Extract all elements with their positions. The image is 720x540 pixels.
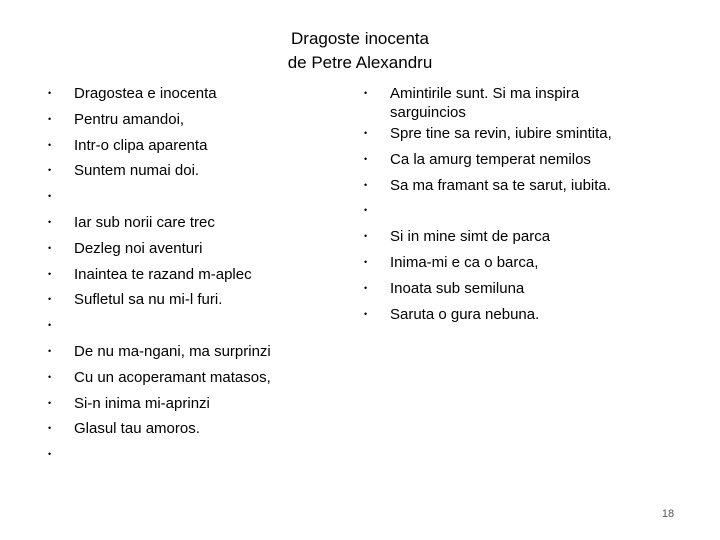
bullet-glyph: • — [364, 128, 368, 138]
list-item-text: Cu un acoperamant matasos, — [74, 368, 271, 386]
list-item — [48, 287, 348, 313]
list-item-text: Saruta o gura nebuna. — [390, 305, 540, 323]
list-item-text: Iar sub norii care trec — [74, 213, 215, 231]
list-item-text: Dezleg noi aventuri — [74, 239, 203, 257]
bullet-glyph: • — [364, 153, 368, 164]
bullet-glyph: • — [48, 139, 52, 150]
list-item — [48, 236, 348, 262]
list-item-text: Si-n inima mi-aprinzi — [74, 394, 210, 412]
bullet-glyph: • — [364, 179, 368, 190]
bullet-glyph: • — [48, 294, 52, 305]
page-number: 18 — [661, 508, 675, 520]
bullet-glyph: • — [48, 345, 52, 356]
list-item — [48, 442, 348, 468]
list-item-text: Ca la amurg temperat nemilos — [390, 150, 591, 168]
right-bullet-list — [364, 81, 664, 327]
list-item-text: Spre tine sa revin, iubire smintita, — [390, 125, 612, 142]
list-item — [48, 107, 348, 133]
list-item — [364, 173, 664, 199]
list-item-text: Pentru amandoi, — [74, 110, 185, 128]
list-item — [364, 121, 664, 147]
list-item-text: Glasul tau amoros. — [74, 420, 200, 438]
bullet-glyph: • — [48, 216, 52, 227]
list-item — [48, 158, 348, 184]
bullet-glyph: • — [48, 88, 52, 98]
list-item — [364, 276, 664, 302]
bullet-glyph: • — [364, 308, 368, 319]
slide-title — [0, 27, 720, 75]
bullet-glyph: • — [48, 113, 52, 124]
bullet-glyph: • — [364, 205, 368, 216]
bullet-glyph: • — [48, 371, 52, 382]
bullet-glyph: • — [364, 282, 368, 293]
poem-author: de Petre Alexandru — [287, 53, 433, 72]
list-item-text: Si in mine simt de parca — [390, 228, 551, 246]
list-item-text: Suntem numai doi. — [74, 162, 200, 180]
list-item — [364, 224, 664, 250]
list-item — [364, 147, 664, 173]
list-item-text: De nu ma-ngani, ma surprinzi — [74, 342, 271, 360]
list-item — [364, 250, 664, 276]
list-item — [48, 210, 348, 236]
list-item — [48, 365, 348, 391]
list-item-text: Sa ma framant sa te sarut, iubita. — [390, 176, 611, 194]
list-item — [364, 302, 664, 328]
bullet-glyph: • — [364, 256, 368, 267]
bullet-glyph: • — [48, 165, 52, 176]
bullet-glyph: • — [48, 423, 52, 434]
list-item — [48, 184, 348, 210]
list-item-text: Amintirile sunt. Si ma inspira sarguincios — [390, 85, 580, 121]
list-item-text: Dragostea e inocenta — [74, 85, 217, 102]
bullet-glyph: • — [48, 242, 52, 253]
list-item-text: Intr-o clipa aparenta — [74, 136, 208, 154]
list-item — [48, 339, 348, 365]
bullet-glyph: • — [48, 268, 52, 279]
bullet-glyph: • — [48, 191, 52, 202]
list-item-text: Sufletul sa nu mi-l furi. — [74, 291, 223, 309]
list-item-text: Inoata sub semiluna — [390, 279, 525, 297]
list-item — [48, 81, 348, 107]
list-item — [48, 313, 348, 339]
list-item — [48, 133, 348, 159]
bullet-glyph: • — [48, 449, 52, 460]
bullet-glyph: • — [364, 88, 368, 98]
list-item — [364, 81, 664, 121]
bullet-glyph: • — [48, 397, 52, 408]
bullet-glyph: • — [364, 231, 368, 242]
list-item — [48, 391, 348, 417]
list-item — [364, 198, 664, 224]
bullet-glyph: • — [48, 320, 52, 331]
list-item — [48, 262, 348, 288]
list-item-text: Inaintea te razand m-aplec — [74, 265, 252, 283]
list-item-text: Inima-mi e ca o barca, — [390, 253, 539, 271]
list-item — [48, 416, 348, 442]
poem-title: Dragoste inocenta — [291, 29, 429, 48]
left-bullet-list — [48, 81, 348, 468]
